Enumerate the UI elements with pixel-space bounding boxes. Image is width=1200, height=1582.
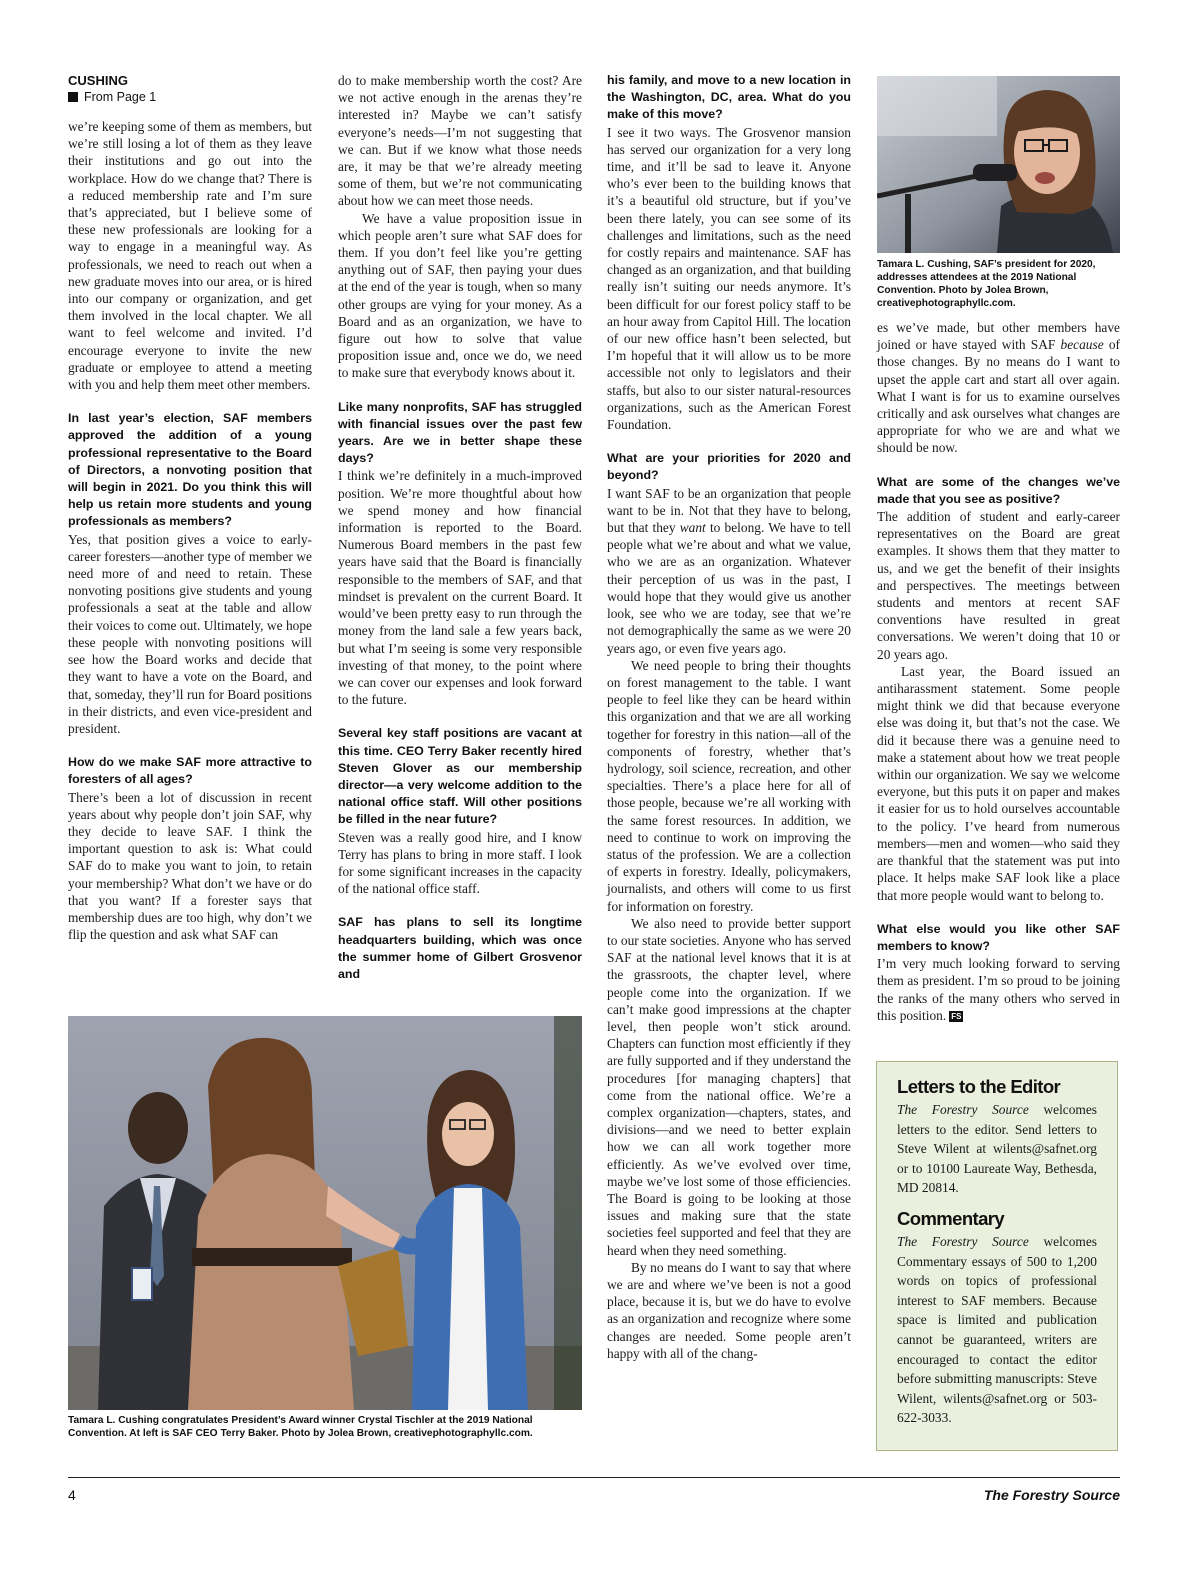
publication-name: The Forestry Source [897,1233,1029,1249]
paragraph [607,485,851,657]
text-run: welcomes letters to the editor. Send letters to Steve Wilent at wilents@safnet.org or to 10100 Laureate Way, Bethesda, MD 20814. [897,1102,1097,1196]
text-run: of those changes. By no means do I want to upset the apple cart and start all over again. What I want is for us to examine ourselves critically and ask ourselves what changes are appropriate for who we are and what we should be now. [877,337,1120,456]
square-bullet-icon [68,92,78,102]
paragraph: Yes, that position gives a voice to early-career foresters—another type of member we need more of and need to retain. These nonvoting positions give students and young professionals a seat at the table and allow their voices to come out. Ultimately, we hope these people with nonvoting positions will see how the Board works and decide that they want to have a vote on the Board, and that, someday, they’ll run for Board positions in their districts, and even vice-president and president. [68,531,312,736]
publication-name: The Forestry Source [897,1102,1029,1117]
paragraph: There’s been a lot of discussion in recent years about why people don’t join SAF, why they decide to leave SAF. I think the important question to ask is: What could SAF do to make you want to join, to retain your membership? What don’t we have or do that you want? If a forester says that membership dues are too high, why don’t we flip the question and ask what SAF can [68,789,312,943]
paragraph: We have a value proposition issue in which people aren’t sure what SAF does for them. If you don’t feel like you’re getting anything out of SAF, then paying your dues at the end of the year is tough, when so many other groups are vying for your money. As a Board and as an organization, we have to figure out how to solve that value proposition issue and, once we do, we need to make sure that everybody knows about it. [338,210,582,381]
paragraph: We need people to bring their thoughts on forest management to the table. I want people to feel like they can be heard within this organization and that we are all working together for forestry in this nation—all of the components of forestry, whether that’s hydrology, soil science, recreation, and other specialties. There’s a place here for all of those people, because we’re all working with the same forest resources. In addition, we need to continue to work on improving the status of the profession. We are a collection of experts in forestry. Ideally, policymakers, journalists, and others will come to us first for information on forestry. [607,657,851,914]
article-kicker: CUSHING [68,73,128,88]
paragraph: We also need to provide better support to our state societies. Anyone who has served SAF at the national level knows that it is at the grassroots, the chapter level, where people come into the organization. If we can’t make good impressions at the chapter level, then people won’t stick around. Chapters can function most efficiently if they are fully supported and if they understand the procedures [for managing chapters] that come from the national office. We’re a complex organization—chapters, states, and divisions—and we need to better explain how we can all work together more efficiently. As we’ve evolved over time, maybe we’ve lost some of those efficiencies. The Board is going to be looking at those issues and making sure that the state societies feel supported and feel that they are heard when they need something. [607,915,851,1258]
text-run: I want SAF to be an organization that people want to be in. Not that they have to belong, but that they [607,485,851,536]
paragraph: Steven was a really good hire, and I know Terry has plans to bring in more staff. I look for some significant increases in the capacity of the national office staff. [338,829,582,897]
paragraph: we’re keeping some of them as members, but we’re still losing a lot of them as they leave their institutions and go out into the workplace. How do we change that? There is a reduced membership rate and I’m sure that’s appreciated, but I believe some of these new professionals are looking for a way to engage in a meaningful way. As professionals, we need to reach out when a new graduate moves into our area, or is hired into our company or organization, and get them involved in the local chapter. We all want to feel welcome and invited. I’d encourage everyone to invite the new graduate or employee to attend a meeting with you and help them meet other members. [68,119,312,393]
paragraph: I see it two ways. The Grosvenor mansion has served our organization for a very long time, and it’ll be sad to leave it. Anyone who’s ever been to the building knows that it’s a beautiful old structure, but if you’ve been there lately, you can see some of its challenges and limitations, such as the need for costly repairs and maintenance. SAF has changed as an organization, and that building really isn’t suiting our needs anymore. It’s been difficult for our forest policy staff to be an hour away from Capitol Hill. The location of our new office hasn’t been selected, but I’m hopeful that it will allow us to be more accessible not only to legislators and their staffs, but also to our sister natural-resources organizations, such as the American Forest Foundation. [607,124,851,433]
fs-end-mark-icon: FS [951,1011,962,1021]
article-column-1 [68,72,312,943]
question-heading: What else would you like other SAF members to know? [877,921,1120,953]
article-column-4 [877,319,1120,1024]
text-run: I’m very much looking forward to serving them as president. I’m so proud to be joining the ranks of the many others who served in this position. [877,956,1120,1023]
event-photo-image [68,1016,582,1410]
paragraph: Last year, the Board issued an antiharassment statement. Some people might think we did that because everyone else was doing it, but that’s not the case. We did it because there was a genuine need to make a statement about how we treat people within our organization. We say we welcome everyone, but this puts it on paper and makes it easier for us to hold ourselves accountable to the policy. I’ve heard from numerous members—men and women—who said they are thankful that the statement was put into place. It helps make SAF look like a place that more people would want to belong to. [877,663,1120,903]
event-photo-caption: Tamara L. Cushing congratulates President’s Award winner Crystal Tischler at the 2019 National Convention. At left is SAF CEO Terry Baker. Photo by Jolea Brown, creativephotographyllc.com. [68,1415,533,1439]
publication-footer-name: The Forestry Source [983,1487,1120,1503]
continued-from-line [68,89,312,106]
portrait-photo-caption: Tamara L. Cushing, SAF’s president for 2020, addresses attendees at the 2019 National Convention. Photo by Jolea Brown, creativephotographyllc.com. [877,259,1096,309]
portrait-photo-image [877,76,1120,253]
event-photo [68,1016,582,1410]
page-number: 4 [68,1487,76,1503]
article-column-3 [607,72,851,1362]
text-run: es we’ve made, but other members have joined or have stayed with SAF [877,320,1120,353]
paragraph: By no means do I want to say that where we are and where we’ve been is not a good place, because it is, but we do have to evolve as an organization and recognize where some changes are needed. Some people aren’t happy with all of the chang- [607,1259,851,1361]
letters-commentary-sidebar [876,1061,1118,1451]
paragraph: I think we’re definitely in a much-improved position. We’re more thoughtful about how we spend money and how financial information is reported to the Board. Numerous Board members in the past few years have said that the Board is financially responsible to the members of SAF, and that mindset is prevalent on the current Board. It would’ve been pretty easy to run through the money from the land sale a few years back, but what I’m seeing is some very responsible investing of that money, to the point where we can cover our expenses and look forward to the future. [338,468,582,708]
footer-rule [68,1477,1120,1478]
paragraph [877,319,1120,457]
portrait-photo [877,76,1120,253]
question-heading: What are some of the changes we’ve made that you see as positive? [877,474,1120,506]
emphasis: because [1060,337,1104,353]
paragraph [877,955,1120,1024]
letters-heading: Letters to the Editor [897,1076,1061,1097]
question-heading: SAF has plans to sell its longtime headquarters building, which was once the summer home of Gilbert Grosvenor and [338,915,582,981]
text-run: to belong. We have to tell people what we’re about and what we value, who we are as an organization. Whatever their perception of us was in the past, I would hope that they would give us another look, see who we are today, see that we’re not demographically the same as we were 20 years ago, or even five years ago. [607,520,852,656]
article-column-2 [338,72,582,983]
commentary-text [897,1232,1097,1428]
paragraph: do to make membership worth the cost? Are we not active enough in the arenas they’re interested in? Maybe we can’t satisfy everyone’s needs—I’m not suggesting that we can. But if we know what those needs are, it may be that we’re already meeting some of them, but we’re not communicating about how we can meet those needs. [338,73,582,209]
question-heading: his family, and move to a new location in the Washington, DC, area. What do you make of this move? [607,73,851,122]
question-heading: Like many nonprofits, SAF has struggled with financial issues over the past few years. Are we in better shape these days? [338,399,582,466]
emphasis: want [679,520,706,536]
text-run: welcomes Commentary essays of 500 to 1,200 words on topics of professional interest to SAF members. Because space is limited and publication cannot be guaranteed, writers are encouraged to contact the editor before submitting manuscripts: Steve Wilent, wilents@safnet.org or 503-622-3033. [897,1233,1097,1426]
letters-text [897,1100,1097,1198]
commentary-heading: Commentary [897,1207,1005,1229]
paragraph: The addition of student and early-career representatives on the Board are great examples. It shows them that they matter to us, and we get the benefit of their insights and perspectives. The meetings between students and mentors at recent SAF conventions have resulted in great conversations. We weren’t doing that 10 or 20 years ago. [877,509,1120,662]
question-heading: Several key staff positions are vacant at this time. CEO Terry Baker recently hired Steven Glover as our membership director—a very welcome addition to the national office staff. Will other positions be filled in the near future? [338,726,582,827]
continued-from-label: From Page 1 [84,90,157,104]
question-heading: How do we make SAF more attractive to foresters of all ages? [68,755,312,787]
question-heading: In last year’s election, SAF members approved the addition of a young professional representative to the Board of Directors, a nonvoting position that will begin in 2021. Do you think this will help us retain more students and young professionals as members? [68,411,312,529]
question-heading: What are your priorities for 2020 and beyond? [607,451,851,483]
